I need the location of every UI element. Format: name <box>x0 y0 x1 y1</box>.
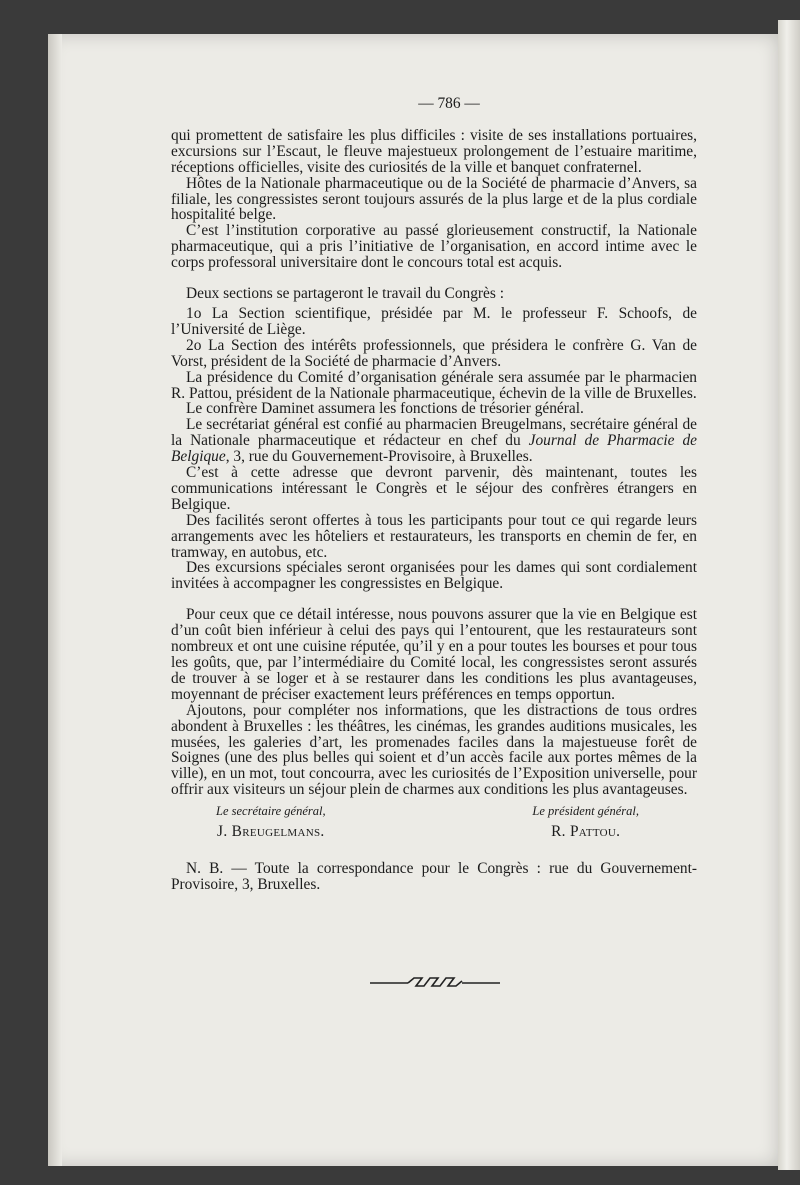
signature-secretary <box>216 804 326 843</box>
signature-president-title: Le président général, <box>532 804 639 819</box>
paragraph-3: C’est l’institution corporative au passé glorieusement constructif, la Nationale pharmaceutique, qui a pris l’initiative de l’organisation, en accord intime avec le corps professoral universitaire dont le concours total est acquis. <box>171 222 697 272</box>
signature-president-name: R. Pattou. <box>551 823 621 841</box>
paragraph-9-start: Le secrétariat général est confié au pharmacien Breugelmans, secrétaire général de la Nationale pharmaceutique et rédacteur en chef du <box>171 416 697 450</box>
page-gutter <box>48 34 62 1166</box>
signature-secretary-name: J. Breugelmans. <box>217 823 325 841</box>
paragraph-9 <box>171 417 697 465</box>
page-content <box>171 96 697 893</box>
paragraph-14: Ajoutons, pour compléter nos informations, que les distractions de tous ordres abondent à Bruxelles : les théâtres, les cinémas, les grandes auditions musicales, les musées, les galeries d’art, les promenades faciles dans la majestueuse forêt de Soignes (une des plus belles qui soient et d’un accès facile aux portes mêmes de la ville), en un mot, tout concourra, avec les curiosités de l’Exposition universelle, pour offrir aux visiteurs un séjour plein de charmes aux conditions les plus avantageuses. <box>171 701 697 799</box>
paragraph-9-end: , 3, rue du Gouvernement-Provisoire, à Bruxelles. <box>225 448 533 466</box>
journal-title: Journal de Pharmacie de Belgique <box>171 432 697 466</box>
ornament-divider-icon <box>370 975 500 989</box>
paragraph-2: Hôtes de la Nationale pharmaceutique ou de la Société de pharmacie d’Anvers, sa filiale, les congressistes seront toujours assurés de la plus large et de la plus cordiale hospitalité belge. <box>171 174 697 224</box>
page-number: — 786 — <box>418 95 480 112</box>
paragraph-7: La présidence du Comité d’organisation générale sera assumée par le pharmacien R. Pattou, président de la Nationale pharmaceutique, échevin de la ville de Bruxelles. <box>171 368 697 402</box>
signatures <box>171 804 697 843</box>
paragraph-10: C’est à cette adresse que devront parvenir, dès maintenant, toutes les communications intéressant le Congrès et le séjour des confrères étrangers en Belgique. <box>171 464 697 513</box>
paragraph-6: 2o La Section des intérêts professionnels, que présidera le confrère G. Van de Vorst, président de la Société de pharmacie d’Anvers. <box>171 336 697 370</box>
signature-secretary-title: Le secrétaire général, <box>216 804 326 819</box>
paragraph-1: qui promettent de satisfaire les plus difficiles : visite de ses installations portuaires, excursions sur l’Escaut, le fleuve majestueux prolongement de l’estuaire maritime, réceptions officielles, visite des curiosités de la ville et banquet confraternel. <box>171 126 697 176</box>
paragraph-8: Le confrère Daminet assumera les fonctions de trésorier général. <box>186 400 584 418</box>
paragraph-12: Des excursions spéciales seront organisées pour les dames qui sont cordialement invitées à accompagner les congressistes en Belgique. <box>171 559 697 593</box>
signature-president <box>532 804 639 843</box>
paragraph-11: Des facilités seront offertes à tous les participants pour tout ce qui regarde leurs arrangements avec les hôteliers et restaurateurs, les transports en chemin de fer, en tramway, en autobus, etc. <box>171 511 697 561</box>
nota-bene: N. B. — Toute la correspondance pour le Congrès : rue du Gouvernement-Provisoire, 3, Bruxelles. <box>171 860 697 894</box>
paragraph-13: Pour ceux que ce détail intéresse, nous pouvons assurer que la vie en Belgique est d’un coût bien inférieur à celui des pays qui l’entourent, que les restaurateurs sont nombreux et ont une cuisine réputée, qu’il y en a pour toutes les bourses et pour tous les goûts, que, par l’intermédiaire du Comité local, les congressistes seront assurés de trouver à se loger et à se restaurer dans les conditions les plus avantageuses, moyennant de préciser exactement leurs préférences en temps opportun. <box>171 606 697 703</box>
page-edge-right <box>778 20 800 1170</box>
paragraph-4: Deux sections se partageront le travail du Congrès : <box>186 285 504 303</box>
paragraph-5: 1o La Section scientifique, présidée par M. le professeur F. Schoofs, de l’Université de Liège. <box>171 304 697 338</box>
